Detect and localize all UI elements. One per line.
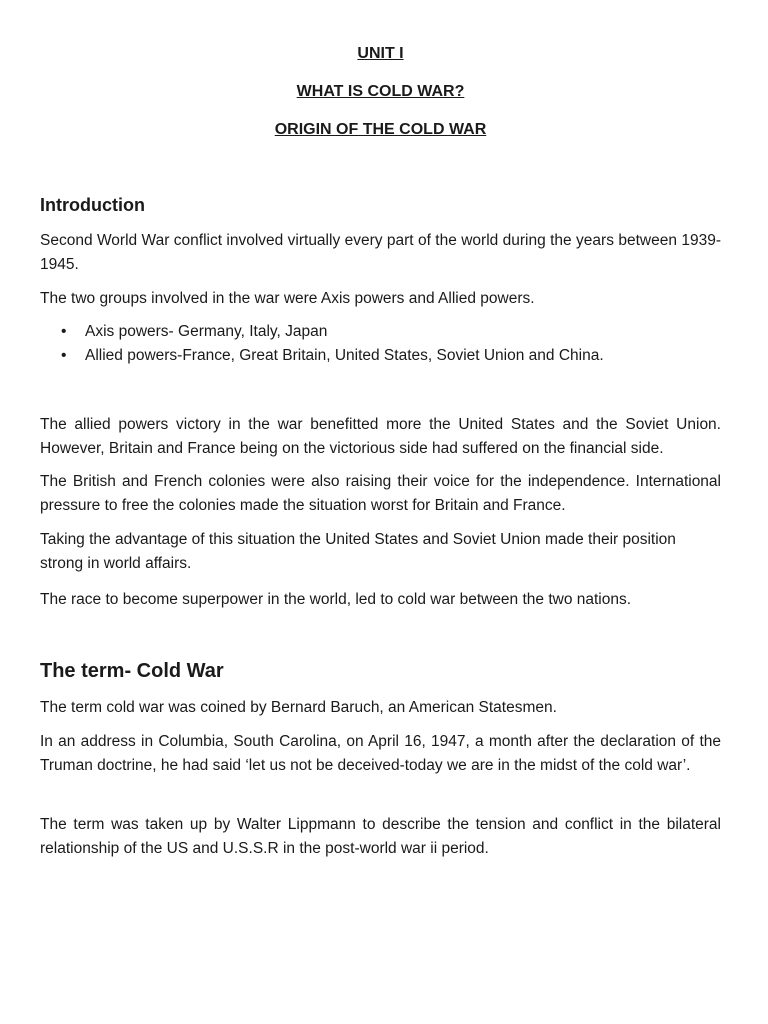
intro-paragraph-5: Taking the advantage of this situation the United States and Soviet Union made their position strong in world affairs. [40,531,676,572]
question-title: WHAT IS COLD WAR? [296,83,465,100]
list-item-text: Allied powers-France, Great Britain, United States, Soviet Union and China. [85,347,604,364]
powers-list [40,320,721,368]
term-paragraph-2: In an address in Columbia, South Carolina, on April 16, 1947, a month after the declaration of the Truman doctrine, he had said ‘let us not be deceived-today we are in the midst of the cold war’. [40,733,721,774]
intro-paragraph-2: The two groups involved in the war were Axis powers and Allied powers. [40,290,535,307]
term-paragraph-1: The term cold war was coined by Bernard Baruch, an American Statesmen. [40,699,557,716]
intro-paragraph-1: Second World War conflict involved virtually every part of the world during the years between 1939-1945. [40,232,721,273]
list-item [40,344,721,368]
bullet-icon: • [61,323,67,340]
bullet-icon: • [61,347,67,364]
term-heading: The term- Cold War [40,660,224,682]
intro-paragraph-3: The allied powers victory in the war benefitted more the United States and the Soviet Union. However, Britain and France being on the victorious side had suffered on the financial side. [40,416,721,457]
intro-paragraph-4: The British and French colonies were also raising their voice for the independence. International pressure to free the colonies made the situation worst for Britain and France. [40,473,721,514]
intro-paragraph-6: The race to become superpower in the world, led to cold war between the two nations. [40,591,632,608]
unit-title: UNIT I [357,45,404,62]
term-paragraph-3: The term was taken up by Walter Lippmann to describe the tension and conflict in the bilateral relationship of the US and U.S.S.R in the post-world war ii period. [40,816,721,857]
introduction-heading: Introduction [40,195,145,215]
list-item-text: Axis powers- Germany, Italy, Japan [85,323,328,340]
list-item [40,320,721,344]
origin-title: ORIGIN OF THE COLD WAR [274,121,487,138]
